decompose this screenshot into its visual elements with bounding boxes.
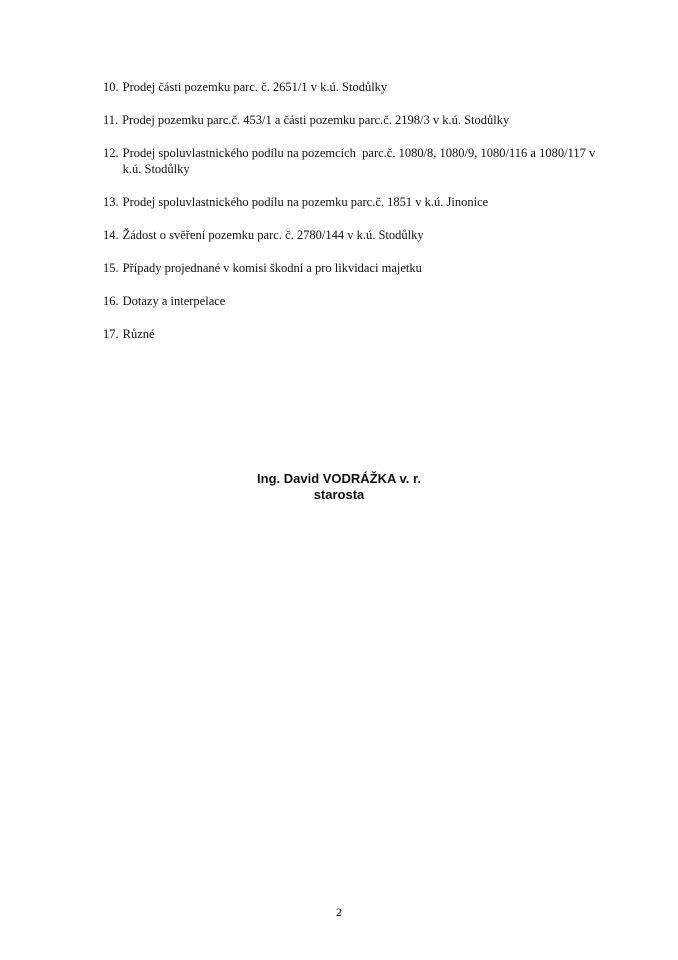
agenda-item-10 (103, 79, 603, 95)
agenda-item-text: Prodej spoluvlastnického podílu na pozemku parc.č. 1851 v k.ú. Jinonice (122, 195, 489, 209)
agenda-item-text: Prodej části pozemku parc. č. 2651/1 v k.ú. Stodůlky (122, 80, 388, 94)
agenda-item-11 (103, 112, 603, 128)
agenda-list (103, 79, 603, 359)
agenda-item-text: Prodej spoluvlastnického podílu na pozemcích parc.č. 1080/8, 1080/9, 1080/116 a 1080/117 v k.ú. Stodůlky (122, 146, 599, 176)
page-number: 2 (336, 905, 342, 919)
agenda-item-number: 15. (103, 261, 119, 275)
agenda-item-number: 17. (103, 327, 119, 341)
agenda-item-text: Dotazy a interpelace (122, 294, 226, 308)
agenda-item-text: Různé (122, 327, 155, 341)
signature-block (0, 471, 678, 503)
signatory-name: Ing. David VODRÁŽKA v. r. (257, 471, 421, 486)
agenda-item-number: 12. (103, 146, 119, 160)
agenda-item-17 (103, 326, 603, 342)
agenda-item-13 (103, 194, 603, 210)
agenda-item-number: 13. (103, 195, 119, 209)
agenda-item-number: 14. (103, 228, 119, 242)
agenda-item-text: Případy projednané v komisi škodní a pro likvidaci majetku (122, 261, 422, 275)
signatory-title: starosta (313, 487, 365, 502)
agenda-item-number: 11. (103, 113, 119, 127)
agenda-item-14 (103, 227, 603, 243)
agenda-item-16 (103, 293, 603, 309)
agenda-item-12 (103, 145, 603, 177)
agenda-item-number: 16. (103, 294, 119, 308)
agenda-item-text: Prodej pozemku parc.č. 453/1 a části pozemku parc.č. 2198/3 v k.ú. Stodůlky (122, 113, 510, 127)
agenda-item-number: 10. (103, 80, 119, 94)
agenda-item-15 (103, 260, 603, 276)
agenda-item-text: Žádost o svěření pozemku parc. č. 2780/144 v k.ú. Stodůlky (122, 228, 424, 242)
